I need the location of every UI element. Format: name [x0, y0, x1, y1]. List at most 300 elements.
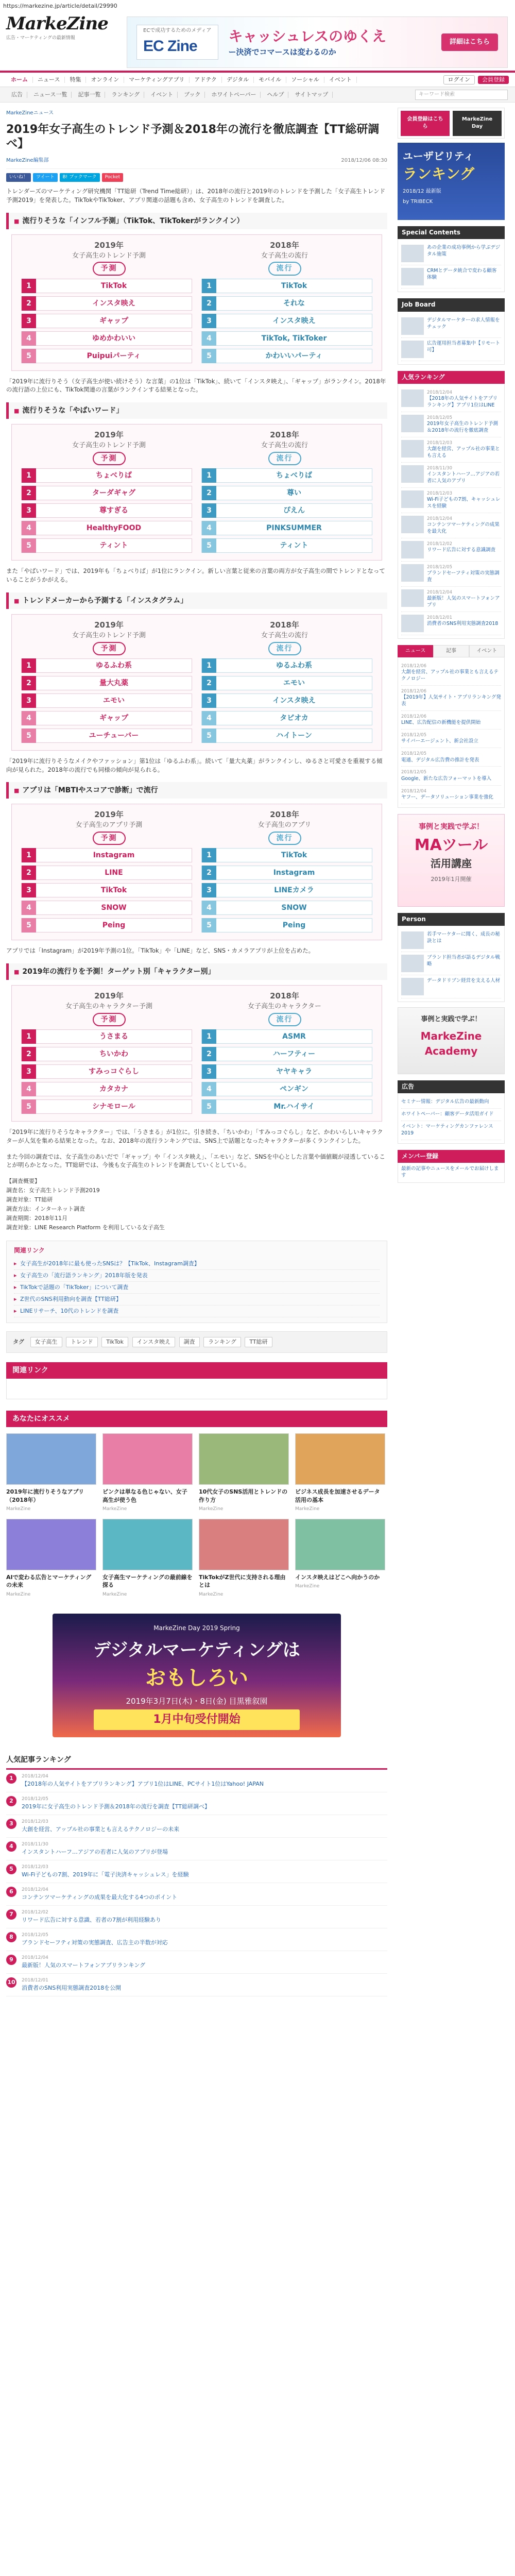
popular-title: ブランドセーフティ対策の実態調査、広告主の半数が対応	[22, 1939, 168, 1946]
ranking-card-head	[21, 809, 372, 845]
sub-nav	[0, 87, 515, 103]
rank-number: 2	[202, 1047, 216, 1061]
ranking-badge: 予測	[93, 262, 126, 275]
ranking-item-predicted	[21, 711, 192, 725]
sidebar-list-item[interactable]	[401, 538, 501, 562]
subnav-item[interactable]: 記事一覧	[74, 92, 105, 98]
sidebar-item-title: ブランドセーフティ対策の実態調査	[427, 570, 500, 583]
main-column	[6, 108, 387, 1996]
popular-item[interactable]	[6, 1906, 387, 1928]
popular-item[interactable]	[6, 1883, 387, 1906]
ranking-card-head	[21, 240, 372, 276]
subnav-item[interactable]: ニュース一覧	[29, 92, 72, 98]
tag-chip[interactable]: トレンド	[66, 1337, 98, 1347]
ad-ezine-sub: ECで成功するためのメディア	[143, 28, 212, 33]
sidebar-item-body	[427, 978, 500, 995]
sidebar-item-date: 2018/12/03	[427, 440, 452, 446]
related-link[interactable]: ▸ Z世代のSNS利用動向を調査【TT総研】	[14, 1294, 380, 1306]
rank-number: 3	[22, 693, 36, 708]
sidebar-item-body	[401, 751, 479, 764]
ranking-subtitle: 女子高生の流行	[261, 631, 308, 639]
subnav-item[interactable]: ブック	[180, 92, 205, 98]
sidebar-list-item[interactable]	[401, 488, 501, 513]
sidebar-thumbnail	[401, 268, 424, 285]
ranking-item-actual	[201, 1029, 372, 1044]
academy-banner[interactable]	[398, 1007, 505, 1074]
ranking-badge: 流行	[268, 832, 301, 845]
popular-title: コンテンツマーケティングの成果を最大化する4つのポイント	[22, 1894, 178, 1901]
rank-number: 1	[22, 1029, 36, 1044]
ranking-year: 2019年	[94, 620, 124, 630]
ranking-row	[21, 1099, 372, 1114]
sidebar-item-title: LINE、広告配信の新機能を提供開始	[401, 720, 481, 726]
section-paragraph: アプリでは「Instagram」が2019年予測の1位。「TikTok」や「LINE」など、SNS・カメラアプリが上位を占めた。	[6, 947, 315, 955]
rank-number: 3	[202, 314, 216, 328]
ad-box	[398, 1093, 505, 1143]
tag-label: タグ	[13, 1338, 24, 1345]
recommend-source: MarkeZine	[295, 1584, 320, 1589]
popular-item[interactable]	[6, 1860, 387, 1883]
ranking-row	[21, 538, 372, 553]
rank-name: ASMR	[282, 1032, 306, 1041]
rank-number: 2	[202, 296, 216, 311]
recommend-card[interactable]	[6, 1519, 96, 1598]
spec-heading: 【調査概要】	[6, 1177, 40, 1184]
ranking-row	[21, 1047, 372, 1061]
nav-item[interactable]: 特集	[65, 77, 86, 83]
square-icon: ■	[14, 597, 20, 604]
sidebar-thumbnail	[401, 589, 424, 607]
sidebar-ad-buttons	[398, 108, 505, 139]
academy-banner-line1: 事例と実践で学ぶ！	[421, 1015, 482, 1024]
tab-news[interactable]: ニュース	[398, 645, 433, 658]
rank-name: TikTok, TikToker	[261, 334, 327, 343]
ranking-subtitle: 女子高生のトレンド予測	[72, 631, 146, 639]
recommend-thumbnail	[102, 1433, 193, 1485]
rank-name: Instagram	[93, 851, 135, 860]
sidebar-list-item[interactable]	[401, 1121, 501, 1140]
rank-number: 2	[22, 866, 36, 880]
ranking-head-left	[21, 430, 197, 465]
sidebar-item-title: イベント：マーケティングカンファレンス2019	[401, 1124, 493, 1136]
rank-name: ちいかわ	[99, 1050, 128, 1059]
popular-item[interactable]	[6, 1770, 387, 1792]
ad-detail-button[interactable]: 詳細はこちら	[441, 33, 498, 52]
sidebar-item-title: コンテンツマーケティングの成果を最大化	[427, 522, 500, 534]
popular-title: 大創を経営、アップル社の事業とも言えるテクノロジーの未来	[22, 1826, 180, 1833]
nav-item[interactable]: ソーシャル	[286, 77, 324, 83]
site-header	[0, 11, 515, 71]
rank-name: HealthyFOOD	[86, 524, 142, 533]
nav-item[interactable]: マーケティングアプリ	[124, 77, 190, 83]
member-text[interactable]: 最新の記事やニュースをメールでお届けします	[401, 1166, 499, 1178]
sidebar-ranking-box	[398, 384, 505, 639]
popular-body	[22, 1932, 168, 1947]
tag-chip[interactable]: インスタ映え	[132, 1337, 176, 1347]
tab-articles[interactable]: 記事	[433, 645, 469, 658]
sidebar-item-title: 【2019年】人気サイト・アプリランキング発表	[401, 694, 501, 707]
ranking-item-actual	[201, 314, 372, 328]
ranking-item-predicted	[21, 658, 192, 673]
nav-item[interactable]: アドテク	[190, 77, 222, 83]
ranking-item-actual	[201, 296, 372, 311]
people-heading: Person	[398, 913, 505, 926]
ranking-item-actual	[201, 728, 372, 743]
sidebar-ad-event[interactable]: MarkeZine Day	[453, 111, 502, 136]
rank-name: うさまる	[99, 1032, 128, 1041]
rank-name: シナモロール	[92, 1103, 135, 1111]
ranking-card-head	[21, 430, 372, 465]
ranking-item-actual	[201, 1099, 372, 1114]
sidebar-list-item[interactable]	[401, 730, 501, 748]
recommend-title: 女子高生マーケティングの最前線を探る	[102, 1573, 193, 1589]
sidebar-list-item[interactable]	[401, 315, 501, 338]
popular-item[interactable]	[6, 1815, 387, 1838]
rank-number: 5	[202, 918, 216, 933]
sidebar-thumbnail	[401, 564, 424, 582]
ranking-year: 2018年	[270, 810, 299, 820]
uranking-title: ユーザビリティ	[403, 150, 474, 162]
rank-name: インスタ映え	[272, 696, 316, 705]
search-input[interactable]: キーワード検索	[415, 90, 508, 100]
recommend-card[interactable]	[295, 1519, 385, 1598]
recommend-source: MarkeZine	[295, 1506, 320, 1512]
sidebar-list-item[interactable]	[401, 387, 501, 412]
sidebar-list-item[interactable]	[401, 587, 501, 612]
popular-date: 2018/12/04	[22, 1955, 48, 1960]
ranking-item-predicted	[21, 468, 192, 483]
popular-body	[22, 1864, 189, 1879]
ranking-row	[21, 883, 372, 897]
ranking-row	[21, 314, 372, 328]
rank-name: インスタ映え	[272, 316, 316, 325]
ranking-year: 2018年	[270, 430, 299, 440]
sidebar-list-item[interactable]	[401, 437, 501, 463]
ranking-row	[21, 693, 372, 708]
rank-number: 2	[202, 676, 216, 690]
section-heading	[6, 213, 387, 229]
ranking-row	[21, 658, 372, 673]
subnav-item[interactable]: ランキング	[107, 92, 144, 98]
related-link[interactable]: ▸ LINEリサーチ、10代のトレンドを調査	[14, 1306, 380, 1317]
recommend-thumbnail	[6, 1433, 96, 1485]
people-box	[398, 926, 505, 1002]
recommend-card[interactable]	[199, 1519, 289, 1598]
rank-name: ギャップ	[99, 316, 128, 325]
ranking-row	[21, 503, 372, 518]
rank-number: 4	[22, 331, 36, 346]
rank-name: かわいいパーティ	[265, 351, 323, 360]
share-buttons	[6, 173, 387, 182]
rank-number: 3	[22, 503, 36, 518]
tab-events[interactable]: イベント	[469, 645, 505, 658]
sidebar-item-date: 2018/12/04	[427, 390, 452, 396]
subnav-item[interactable]: 広告	[7, 92, 27, 98]
sidebar-list-item[interactable]	[401, 513, 501, 538]
spec-item: 調査期間：2018年11月	[6, 1214, 67, 1222]
sidebar-item-date: 2018/12/04	[427, 516, 452, 521]
ranking-item-predicted	[21, 848, 192, 862]
rank-number: 5	[22, 1099, 36, 1114]
popular-item[interactable]	[6, 1838, 387, 1860]
rank-number: 5	[202, 728, 216, 743]
sidebar-item-body	[427, 440, 501, 460]
sidebar-item-title: デジタルマーケターの求人情報をチェック	[427, 317, 500, 330]
ranking-row	[21, 521, 372, 535]
sidebar-list-item[interactable]	[401, 1109, 501, 1121]
rank-name: TikTok	[100, 281, 127, 290]
ranking-subtitle: 女子高生のトレンド予測	[72, 251, 146, 260]
ranking-year: 2018年	[270, 240, 299, 250]
rank-number: 5	[22, 918, 36, 933]
popular-item[interactable]	[6, 1792, 387, 1815]
sidebar-list-item[interactable]	[401, 929, 501, 952]
rank-number: 4	[22, 521, 36, 535]
ranking-card	[11, 804, 382, 940]
ranking-card	[11, 614, 382, 751]
uranking-title-accent: ランキング	[403, 165, 475, 182]
rank-name: ハイトーン	[276, 731, 312, 740]
popular-item[interactable]	[6, 1951, 387, 1974]
sidebar-item-date: 2018/12/06	[401, 689, 426, 694]
sidebar-list-item[interactable]	[401, 463, 501, 488]
sidebar-list-item[interactable]	[401, 612, 501, 635]
square-icon: ■	[14, 787, 20, 794]
ad-copy-line2: ー決済でコマースは変わるのか	[228, 47, 336, 57]
sidebar-thumbnail	[401, 389, 424, 407]
popular-heading: 人気記事ランキング	[6, 1752, 387, 1770]
sidebar-list-item[interactable]	[401, 660, 501, 686]
recommend-title: 10代女子のSNS活用とトレンドの作り方	[199, 1488, 288, 1503]
sidebar-list-item[interactable]	[401, 975, 501, 998]
recommend-card[interactable]	[295, 1433, 385, 1513]
ma-tool-banner[interactable]	[398, 814, 505, 907]
nav-item[interactable]: イベント	[324, 77, 357, 83]
rank-name: LINEカメラ	[274, 886, 314, 895]
rank-name: ハーフティー	[272, 1050, 316, 1059]
subnav-item[interactable]: ヘルプ	[263, 92, 288, 98]
sidebar-list-item[interactable]	[401, 786, 501, 804]
uranking-date: 2018/12 最新版	[403, 188, 441, 194]
rank-name: Peing	[102, 921, 126, 930]
sidebar-list-item[interactable]	[401, 265, 501, 289]
sidebar-list-item[interactable]	[401, 686, 501, 711]
nav-item[interactable]: モバイル	[254, 77, 286, 83]
sidebar-list-item[interactable]	[401, 952, 501, 975]
popular-title: 最新版！人気のスマートフォンアプリランキング	[22, 1962, 146, 1969]
sidebar-item-title: CRMとデータ統合で変わる顧客体験	[427, 268, 497, 281]
sidebar-item-title: 大創を経営、アップル社の事業とも言える	[427, 446, 500, 459]
recommend-card[interactable]	[199, 1433, 289, 1513]
rank-number: 3	[202, 693, 216, 708]
popular-title: リワード広告に対する意識、若者の7割が利用経験あり	[22, 1917, 161, 1924]
popular-item[interactable]	[6, 1928, 387, 1951]
popular-list	[6, 1770, 387, 1996]
related-link[interactable]: ▸ TikTokで話題の「TikToker」について調査	[14, 1282, 380, 1294]
nav-item[interactable]: オンライン	[86, 77, 124, 83]
pocket-button[interactable]: Pocket	[102, 173, 124, 182]
ranking-year: 2019年	[94, 810, 124, 820]
sidebar-item-body	[427, 465, 501, 485]
sidebar-list-item[interactable]	[401, 748, 501, 767]
hatena-bookmark-button[interactable]: B! ブックマーク	[60, 173, 100, 182]
sidebar-thumbnail	[401, 245, 424, 262]
content-wrap	[0, 103, 515, 1996]
facebook-share-button[interactable]: いいね！	[6, 173, 31, 182]
rank-number: 1	[202, 658, 216, 673]
ranking-row	[21, 676, 372, 690]
sidebar-list-item[interactable]	[401, 1096, 501, 1109]
rank-name: ティント	[99, 541, 128, 550]
sidebar-item-body	[427, 955, 501, 972]
twitter-share-button[interactable]: ツイート	[33, 173, 58, 182]
spec-item: 調査方法：インターネット調査	[6, 1205, 85, 1212]
related-link[interactable]: ▸ 女子高生が2018年に最も使ったSNSは？【TikTok、Instagram調査】	[14, 1258, 380, 1270]
sidebar-item-title: Wi-Fi子どもの7割、キャッシュレスを経験	[427, 497, 501, 510]
ranking-row	[21, 901, 372, 915]
sidebar-ad-register[interactable]: 会員登録はこちら	[401, 111, 450, 136]
ranking-badge: 予測	[93, 1013, 126, 1026]
ranking-subtitle: 女子高生のアプリ予測	[75, 821, 143, 829]
sidebar-item-date: 2018/12/01	[427, 615, 452, 620]
popular-date: 2018/12/05	[22, 1797, 48, 1802]
login-button[interactable]: ログイン	[443, 75, 475, 84]
subnav-item[interactable]: ホワイトペーパー	[207, 92, 261, 98]
tag-chip[interactable]: 女子高生	[30, 1337, 62, 1347]
tag-chip[interactable]: TikTok	[101, 1337, 128, 1347]
ranking-item-actual	[201, 918, 372, 933]
nav-item-home[interactable]: ホーム	[6, 77, 33, 83]
sidebar-item-title: 電通、デジタル広告費の推計を発表	[401, 757, 479, 763]
rank-number: 2	[22, 676, 36, 690]
popular-rank: 2	[6, 1796, 16, 1806]
sidebar-list-item[interactable]	[401, 242, 501, 265]
subnav-item[interactable]: イベント	[146, 92, 178, 98]
tag-chip[interactable]: ランキング	[203, 1337, 241, 1347]
ranking-badge: 流行	[268, 262, 301, 275]
sidebar-item-title: セミナー情報：デジタル広告の最新動向	[401, 1099, 489, 1105]
sidebar-list-item[interactable]	[401, 412, 501, 437]
square-icon: ■	[14, 408, 20, 415]
related-link[interactable]: ▸ 女子高生の「流行語ランキング」2018年版を発表	[14, 1270, 380, 1282]
uranking-by: by TRIBECK	[403, 199, 433, 205]
rank-number: 4	[202, 901, 216, 915]
breadcrumb-link[interactable]: MarkeZineニュース	[6, 110, 54, 116]
header-ad-banner[interactable]	[127, 16, 508, 68]
article-author[interactable]: MarkeZine編集部	[6, 157, 49, 163]
rank-name: ティント	[280, 541, 308, 550]
ranking-year: 2018年	[270, 620, 299, 630]
banner-event-name: MarkeZine Day 2019 Spring	[153, 1624, 240, 1632]
tag-chip[interactable]: 調査	[179, 1337, 200, 1347]
ranking-head-left	[21, 240, 197, 276]
recommend-thumbnail	[295, 1519, 385, 1570]
rank-number: 3	[202, 883, 216, 897]
rank-name: エモい	[103, 696, 125, 705]
popular-date: 2018/12/04	[22, 1774, 48, 1780]
ad-ezine-brand: EC Zine	[143, 37, 197, 55]
recommend-card[interactable]	[102, 1433, 193, 1513]
rank-name: 尊すぎる	[99, 506, 128, 515]
section-paragraph: また「やばいワード」では、2019年も「ちょべりば」が1位にランクイン。新しい言葉と従来の言葉の両方が女子高生の間でトレンドとなっていることがうかがえる。	[6, 567, 385, 583]
ranking-item-predicted	[21, 331, 192, 346]
sidebar-item-date: 2018/12/04	[427, 589, 452, 595]
usability-ranking-banner[interactable]	[398, 143, 505, 220]
article-date: 2018/12/06 08:30	[341, 157, 387, 163]
sidebar-list-item[interactable]	[401, 711, 501, 730]
popular-rank: 7	[6, 1909, 16, 1920]
ranking-subtitle: 女子高生の流行	[261, 442, 308, 450]
ranking-item-actual	[201, 1047, 372, 1061]
register-button[interactable]: 会員登録	[478, 76, 509, 84]
ranking-badge: 流行	[268, 1013, 301, 1026]
ranking-item-predicted	[21, 693, 192, 708]
sidebar-item-date: 2018/12/05	[427, 564, 452, 570]
rank-number: 5	[22, 349, 36, 363]
spec-item: 調査名：女子高生トレンド予測2019	[6, 1187, 100, 1194]
ranking-item-actual	[201, 658, 372, 673]
sidebar-list-item[interactable]	[401, 767, 501, 785]
sidebar-list-item[interactable]	[401, 562, 501, 587]
ranking-item-actual	[201, 279, 372, 293]
popular-rank: 10	[6, 1977, 16, 1988]
subnav-item[interactable]: サイトマップ	[290, 92, 333, 98]
sidebar-thumbnail	[401, 317, 424, 335]
square-icon: ■	[14, 217, 20, 225]
ranking-item-predicted	[21, 1099, 192, 1114]
rank-name: TikTok	[281, 851, 307, 860]
ranking-head-right	[197, 240, 372, 276]
tag-chip[interactable]: TT総研	[245, 1337, 272, 1347]
ranking-year: 2019年	[94, 430, 124, 440]
rank-number: 3	[202, 1064, 216, 1079]
rank-name: ちょべりば	[276, 471, 312, 480]
section-heading-text: 2019年の流行りを予測！ターゲット別「キャラクター別」	[22, 968, 215, 976]
recommend-source: MarkeZine	[102, 1506, 127, 1512]
section-heading-text: アプリは「MBTIやスコアで診断」で流行	[22, 786, 158, 795]
sidebar-list-item[interactable]	[401, 338, 501, 361]
jobboard-box	[398, 312, 505, 365]
popular-body	[22, 1796, 210, 1811]
nav-item[interactable]: ニュース	[33, 77, 65, 83]
site-logo[interactable]: MarkeZine	[6, 13, 108, 34]
ma-banner-line2: MAツール	[414, 836, 488, 854]
popular-rank: 1	[6, 1773, 16, 1784]
sidebar-item-body	[401, 1099, 489, 1106]
rank-number: 1	[22, 468, 36, 483]
recommend-card[interactable]	[102, 1519, 193, 1598]
banner-cta: 1月中旬受付開始	[94, 1709, 300, 1730]
article-meta	[6, 157, 387, 170]
popular-item[interactable]	[6, 1974, 387, 1996]
ranking-item-actual	[201, 521, 372, 535]
rank-number: 1	[202, 848, 216, 862]
sidebar-item-body	[401, 663, 501, 683]
popular-title: 2019年に女子高生のトレンド予測＆2018年の流行を調査【TT総研調べ】	[22, 1803, 210, 1810]
article-closing: また今回の調査では、女子高生のあいだで「ギャップ」や「インスタ映え」、「エモい」など、SNSを中心とした言葉や価値観が浸透していることが明らかとなった。TT総研では、今後も女子高生のトレンドを調査していくとしている。	[6, 1153, 385, 1169]
popular-date: 2018/12/05	[22, 1932, 48, 1938]
recommend-card[interactable]	[6, 1433, 96, 1513]
rank-number: 3	[22, 883, 36, 897]
ranking-row	[21, 728, 372, 743]
related-links	[6, 1241, 387, 1323]
ranking-head-left	[21, 991, 197, 1026]
tag-bar	[6, 1331, 387, 1353]
nav-item[interactable]: デジタル	[222, 77, 254, 83]
url-bar[interactable]: https://markezine.jp/article/detail/29990	[0, 0, 515, 11]
rank-number: 2	[22, 1047, 36, 1061]
markezine-day-banner[interactable]	[53, 1614, 341, 1737]
